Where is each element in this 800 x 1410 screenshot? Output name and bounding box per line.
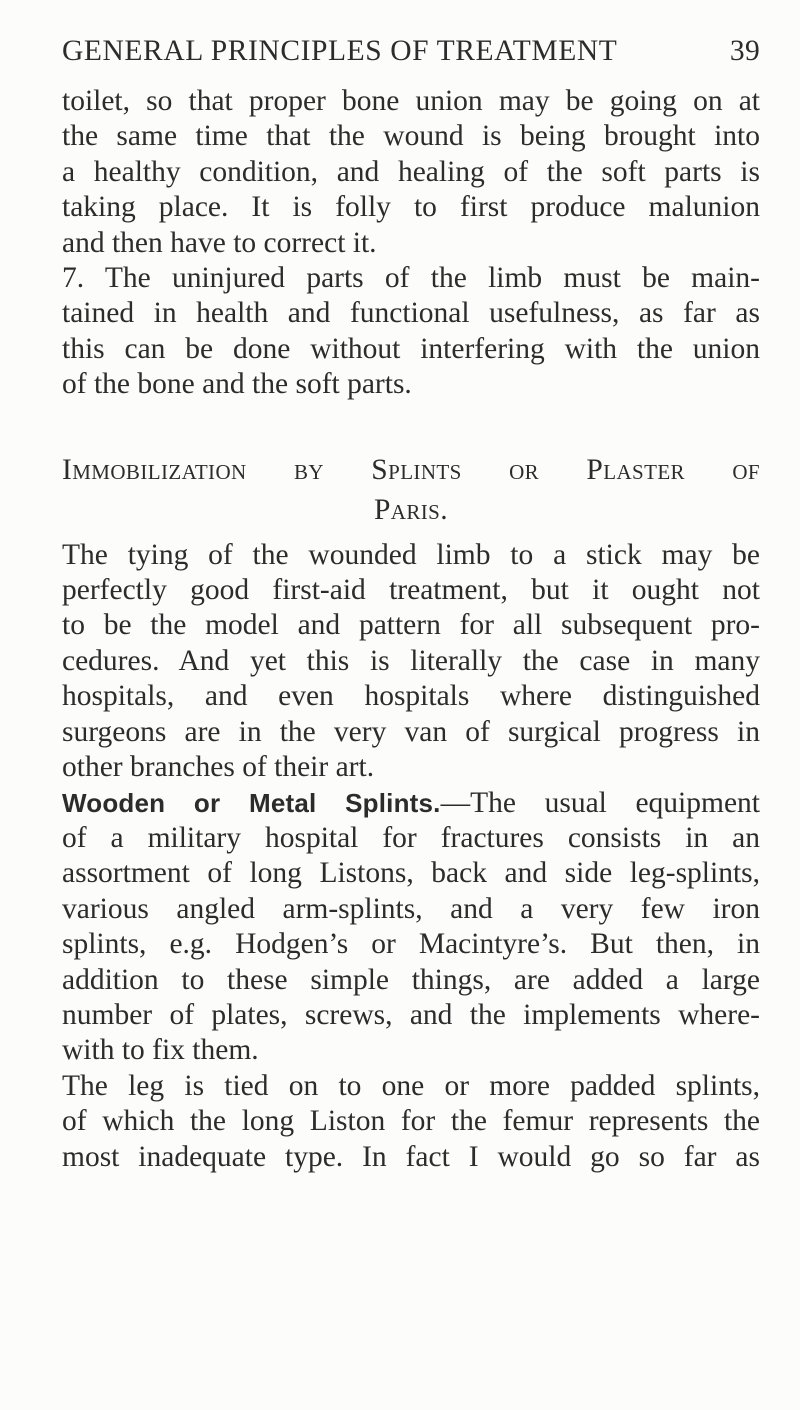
section-heading bbox=[62, 450, 760, 530]
running-head bbox=[62, 30, 760, 72]
text-line: a healthy condition, and healing of the soft parts is bbox=[62, 155, 760, 188]
text-line bbox=[62, 786, 760, 821]
text-line: toilet, so that proper bone union may be going on at bbox=[62, 85, 760, 117]
text-line: the same time that the wound is being brought into bbox=[62, 120, 760, 153]
paragraph-first-aid bbox=[62, 538, 760, 786]
text-line: other branches of their art. bbox=[62, 751, 375, 784]
text-line: cedures. And yet this is literally the case in many bbox=[62, 644, 760, 677]
text-line: The tying of the wounded limb to a stick may be bbox=[62, 538, 760, 571]
text-line: perfectly good first-aid treatment, but it ought not bbox=[62, 574, 760, 607]
text-line: most inadequate type. In fact I would go so far as bbox=[62, 1140, 760, 1173]
text-line: addition to these simple things, are added a large bbox=[62, 963, 760, 996]
running-head-title: GENERAL PRINCIPLES OF TREATMENT bbox=[62, 35, 618, 67]
paragraph-principle-7 bbox=[62, 261, 760, 403]
text-line: various angled arm-splints, and a very few iron bbox=[62, 892, 760, 925]
paragraph-leg-splints bbox=[62, 1069, 760, 1175]
text-line: to be the model and pattern for all subsequent pro- bbox=[62, 609, 760, 642]
paragraph-wooden-metal-splints bbox=[62, 786, 760, 1069]
text-line: and then have to correct it. bbox=[62, 226, 377, 259]
page-number: 39 bbox=[729, 35, 760, 67]
sidehead-continuation: —The usual equipment bbox=[440, 786, 760, 819]
text-line: The leg is tied on to one or more padded splints, bbox=[62, 1069, 760, 1102]
text-line: number of plates, screws, and the implements where- bbox=[62, 998, 760, 1031]
text-line: of the bone and the soft parts. bbox=[62, 368, 412, 401]
text-line: taking place. It is folly to first produce malunion bbox=[62, 191, 760, 224]
sidehead: Wooden or Metal Splints. bbox=[62, 787, 441, 818]
text-line: this can be done without interfering with the union bbox=[62, 332, 760, 365]
text-line: surgeons are in the very van of surgical progress in bbox=[62, 715, 760, 748]
book-page bbox=[62, 30, 760, 1175]
text-line: hospitals, and even hospitals where distinguished bbox=[62, 680, 760, 713]
text-line: tained in health and functional usefulness, as far as bbox=[62, 297, 760, 330]
text-line: splints, e.g. Hodgen’s or Macintyre’s. But then, in bbox=[62, 928, 760, 961]
text-line: of which the long Liston for the femur represents the bbox=[62, 1105, 760, 1138]
section-heading-line: Paris. bbox=[373, 493, 449, 526]
paragraph-continuation bbox=[62, 84, 760, 261]
text-line: of a military hospital for fractures consists in an bbox=[62, 821, 760, 854]
section-heading-line: Immobilization by Splints or Plaster of bbox=[62, 453, 760, 486]
text-line: with to fix them. bbox=[62, 1034, 259, 1067]
text-line: 7. The uninjured parts of the limb must be main- bbox=[62, 262, 760, 295]
text-line: assortment of long Listons, back and side leg-splints, bbox=[62, 857, 760, 890]
